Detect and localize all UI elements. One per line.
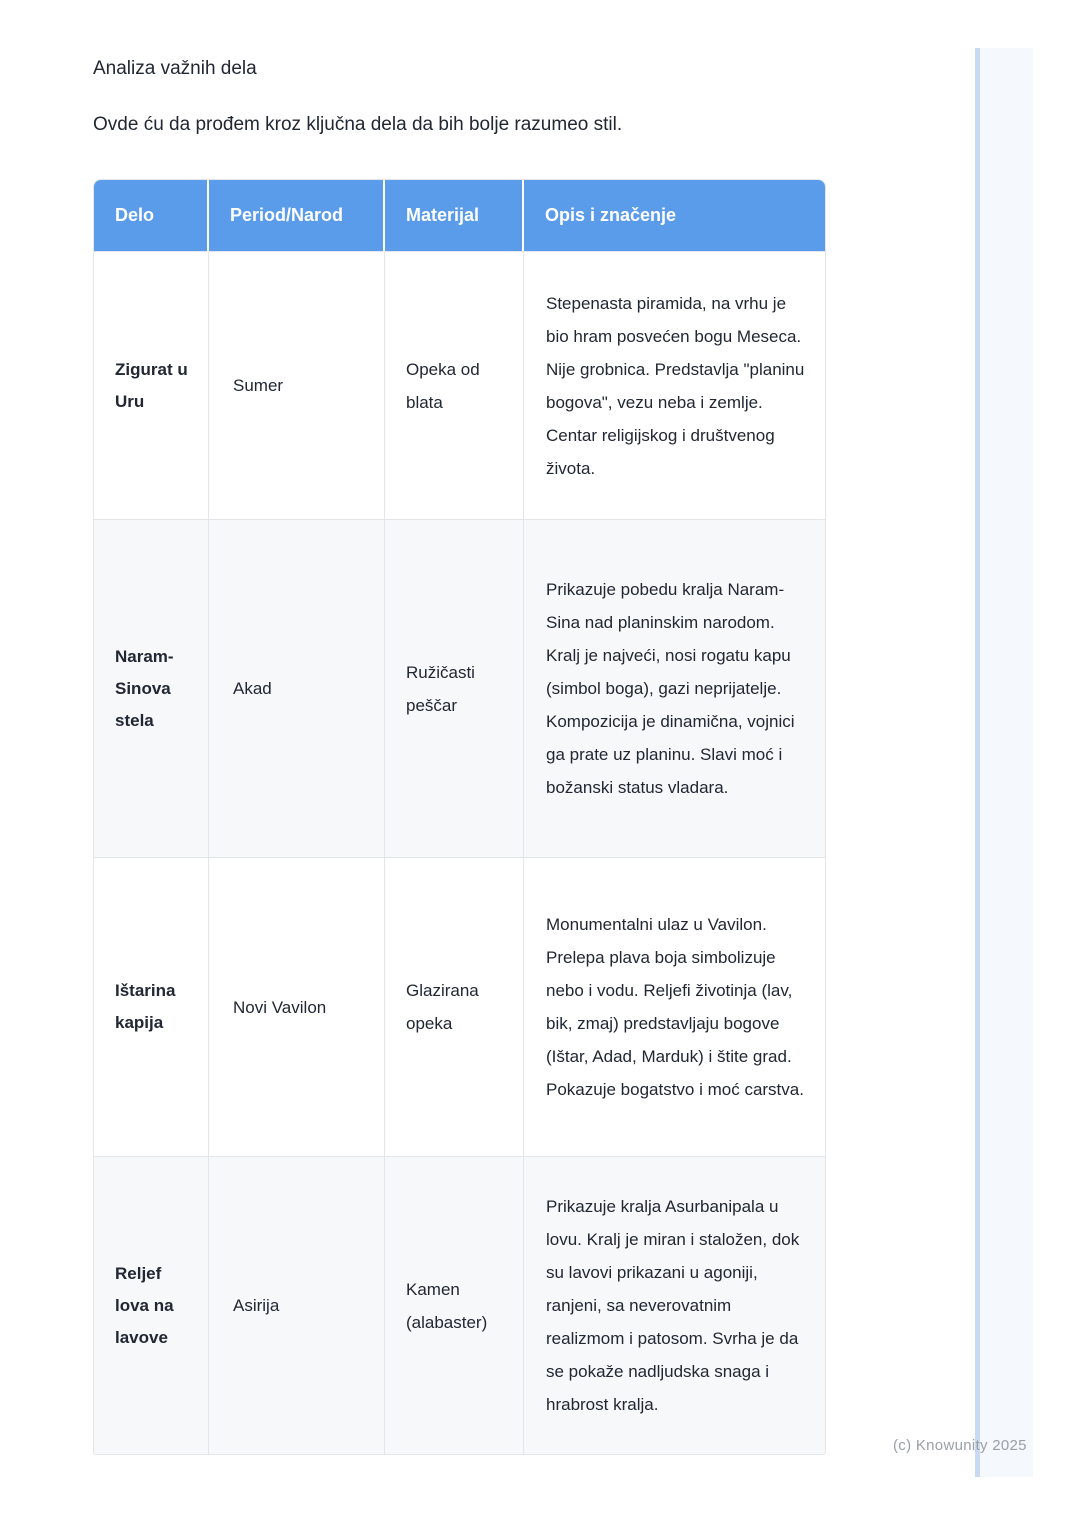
cell-opis: Monumentalni ulaz u Vavilon. Prelepa plava boja simbolizuje nebo i vodu. Reljefi životinja (lav, bik, zmaj) predstavljaju bogove (Ištar, Adad, Marduk) i štite grad. Pokazuje bogatstvo i moć carstva. — [524, 857, 825, 1156]
document-content — [93, 56, 826, 1455]
column-header-period-narod: Period/Narod — [209, 180, 385, 251]
cell-opis: Prikazuje kralja Asurbanipala u lovu. Kralj je miran i staložen, dok su lavovi prikazani u agoniji, ranjeni, sa neverovatnim realizmom i patosom. Svrha je da se pokaže nadljudska snaga i hrabrost kralja. — [524, 1156, 825, 1454]
cell-period: Akad — [209, 519, 385, 857]
watermark: (c) Knowunity 2025 — [893, 1437, 1027, 1454]
table-header-row — [94, 180, 825, 251]
cell-period: Asirija — [209, 1156, 385, 1454]
next-page-edge — [975, 48, 1033, 1477]
table-row-naram-sin — [94, 519, 825, 857]
cell-materijal: Glazirana opeka — [385, 857, 524, 1156]
column-header-delo: Delo — [94, 180, 209, 251]
cell-materijal: Opeka od blata — [385, 251, 524, 519]
intro-text: Ovde ću da prođem kroz ključna dela da bih bolje razumeo stil. — [93, 114, 623, 135]
cell-delo: Ištarina kapija — [94, 857, 209, 1156]
artworks-table — [94, 180, 825, 1454]
cell-delo: Zigurat u Uru — [94, 251, 209, 519]
cell-delo: Naram-Sinova stela — [94, 519, 209, 857]
page-title: Analiza važnih dela — [93, 58, 257, 79]
cell-period: Sumer — [209, 251, 385, 519]
cell-opis: Prikazuje pobedu kralja Naram-Sina nad planinskim narodom. Kralj je najveći, nosi rogatu kapu (simbol boga), gazi neprijatelje. Kompozicija je dinamična, vojnici ga prate uz planinu. Slavi moć i božanski status vladara. — [524, 519, 825, 857]
cell-materijal: Kamen (alabaster) — [385, 1156, 524, 1454]
cell-delo: Reljef lova na lavove — [94, 1156, 209, 1454]
column-header-materijal: Materijal — [385, 180, 524, 251]
cell-period: Novi Vavilon — [209, 857, 385, 1156]
table-row-zigurat — [94, 251, 825, 519]
column-header-opis: Opis i značenje — [524, 180, 825, 251]
artworks-table-container — [93, 179, 826, 1455]
cell-opis: Stepenasta piramida, na vrhu je bio hram posvećen bogu Meseca. Nije grobnica. Predstavlja "planinu bogova", vezu neba i zemlje. Centar religijskog i društvenog života. — [524, 251, 825, 519]
table-row-reljef-lova — [94, 1156, 825, 1454]
table-row-istarina-kapija — [94, 857, 825, 1156]
cell-materijal: Ružičasti peščar — [385, 519, 524, 857]
